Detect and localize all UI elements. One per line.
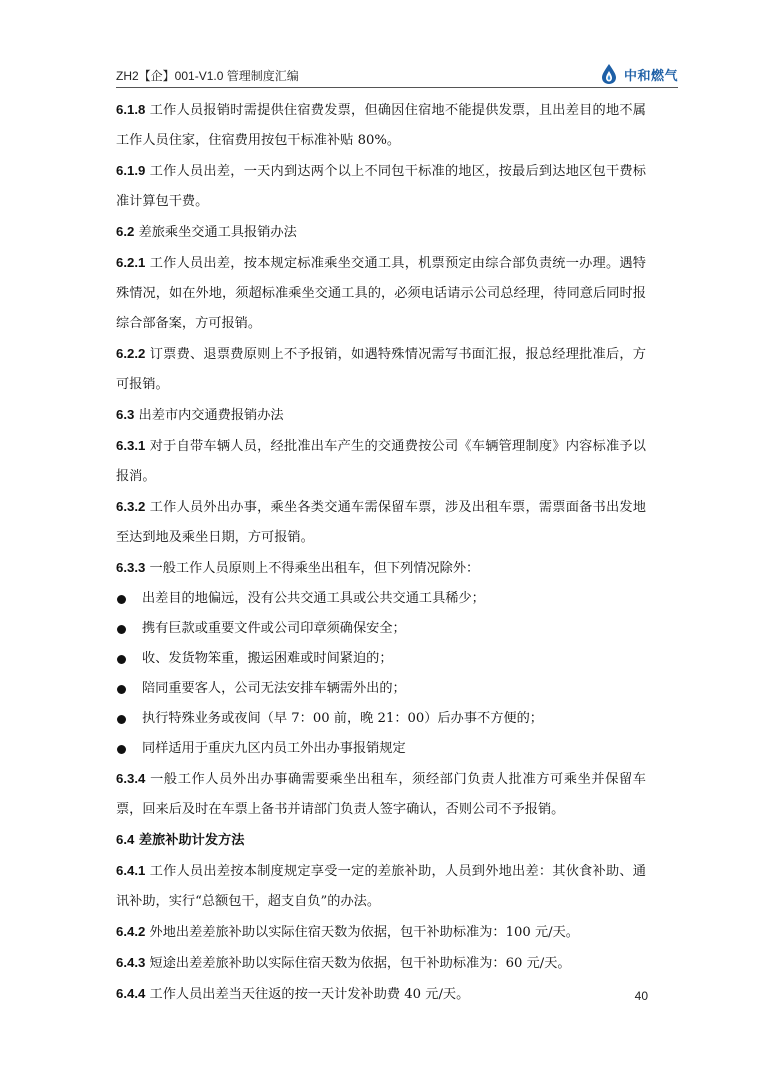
logo-text: 中和燃气 bbox=[623, 68, 678, 84]
header-title: ZH2【企】001-V1.0 管理制度汇编 bbox=[116, 69, 299, 83]
list-item bbox=[116, 674, 646, 704]
section-heading-6-4 bbox=[116, 825, 646, 856]
paragraph-6-1-8 bbox=[116, 95, 646, 156]
paragraph-text: 一般工作人员原则上不得乘坐出租车，但下列情况除外： bbox=[145, 561, 480, 576]
list-item bbox=[116, 734, 646, 764]
section-number: 6.1.9 bbox=[116, 163, 146, 178]
paragraph-text: 工作人员外出办事，乘坐各类交通车需保留车票，涉及出租车票，需票面备书出发地至达到地及乘坐日期，方可报销。 bbox=[116, 500, 646, 545]
section-heading-text: 差旅补助计发方法 bbox=[134, 833, 245, 848]
list-item-text: 陪同重要客人，公司无法安排车辆需外出的； bbox=[142, 681, 406, 696]
paragraph-6-2-1 bbox=[116, 248, 646, 339]
page-header bbox=[116, 58, 678, 88]
section-number: 6.1.8 bbox=[116, 102, 146, 117]
bullet-icon bbox=[117, 595, 126, 604]
section-number: 6.4.2 bbox=[116, 924, 146, 939]
section-number: 6.4.1 bbox=[116, 863, 146, 878]
paragraph-text: 外地出差差旅补助以实际住宿天数为依据，包干补助标准为：100 元/天。 bbox=[145, 925, 579, 940]
paragraph-text: 一般工作人员外出办事确需要乘坐出租车，须经部门负责人批准方可乘坐并保留车票，回来后及时在车票上备书并请部门负责人签字确认，否则公司不予报销。 bbox=[116, 772, 646, 817]
section-number: 6.4.3 bbox=[116, 955, 146, 970]
section-heading-text: 差旅乘坐交通工具报销办法 bbox=[134, 225, 297, 240]
section-number: 6.3.2 bbox=[116, 499, 146, 514]
bullet-icon bbox=[117, 655, 126, 664]
paragraph-6-4-2 bbox=[116, 917, 646, 948]
bullet-icon bbox=[117, 745, 126, 754]
paragraph-6-4-1 bbox=[116, 856, 646, 917]
section-number: 6.3.1 bbox=[116, 438, 146, 453]
list-item bbox=[116, 614, 646, 644]
list-item-text: 收、发货物笨重，搬运困难或时间紧迫的； bbox=[142, 651, 393, 666]
list-item-text: 携有巨款或重要文件或公司印章须确保安全； bbox=[142, 621, 406, 636]
flame-drop-icon bbox=[598, 63, 620, 85]
list-item-text: 同样适用于重庆九区内员工外出办事报销规定 bbox=[142, 741, 406, 756]
section-number: 6.2.1 bbox=[116, 255, 146, 270]
header-divider bbox=[116, 87, 678, 88]
bullet-icon bbox=[117, 685, 126, 694]
list-item bbox=[116, 704, 646, 734]
paragraph-6-3-1 bbox=[116, 431, 646, 492]
paragraph-text: 对于自带车辆人员，经批准出车产生的交通费按公司《车辆管理制度》内容标准予以报消。 bbox=[116, 439, 646, 484]
paragraph-6-1-9 bbox=[116, 156, 646, 217]
section-heading-6-3 bbox=[116, 400, 646, 431]
list-item-text: 出差目的地偏远，没有公共交通工具或公共交通工具稀少； bbox=[142, 591, 485, 606]
paragraph-text: 工作人员出差按本制度规定享受一定的差旅补助，人员到外地出差：其伙食补助、通讯补助，实行“总额包干，超支自负”的办法。 bbox=[116, 864, 646, 909]
list-item bbox=[116, 584, 646, 614]
section-number: 6.4.4 bbox=[116, 986, 146, 1001]
paragraph-text: 工作人员出差，一天内到达两个以上不同包干标准的地区，按最后到达地区包干费标准计算包干费。 bbox=[116, 164, 646, 209]
company-logo bbox=[598, 62, 678, 86]
paragraph-text: 短途出差差旅补助以实际住宿天数为依据，包干补助标准为：60 元/天。 bbox=[145, 956, 571, 971]
paragraph-6-3-3 bbox=[116, 553, 646, 584]
section-heading-6-2 bbox=[116, 217, 646, 248]
page-number: 40 bbox=[634, 989, 648, 1003]
section-number: 6.3.4 bbox=[116, 771, 146, 786]
paragraph-6-2-2 bbox=[116, 339, 646, 400]
bullet-icon bbox=[117, 625, 126, 634]
paragraph-6-4-3 bbox=[116, 948, 646, 979]
paragraph-text: 订票费、退票费原则上不予报销，如遇特殊情况需写书面汇报，报总经理批准后，方可报销。 bbox=[116, 347, 646, 392]
paragraph-6-3-4 bbox=[116, 764, 646, 825]
section-number: 6.4 bbox=[116, 832, 135, 847]
bullet-icon bbox=[117, 715, 126, 724]
paragraph-text: 工作人员报销时需提供住宿费发票，但确因住宿地不能提供发票，且出差目的地不属工作人员住家，住宿费用按包干标准补贴 80%。 bbox=[116, 103, 646, 148]
section-number: 6.2 bbox=[116, 224, 135, 239]
document-body bbox=[116, 95, 646, 1010]
section-number: 6.3.3 bbox=[116, 560, 146, 575]
list-item bbox=[116, 644, 646, 674]
paragraph-text: 工作人员出差，按本规定标准乘坐交通工具，机票预定由综合部负责统一办理。遇特殊情况，如在外地，须超标准乘坐交通工具的，必须电话请示公司总经理，待同意后同时报综合部备案，方可报销。 bbox=[116, 256, 646, 331]
section-number: 6.2.2 bbox=[116, 346, 146, 361]
list-item-text: 执行特殊业务或夜间（早 7：00 前，晚 21：00）后办事不方便的； bbox=[142, 711, 543, 726]
paragraph-6-4-4 bbox=[116, 979, 646, 1010]
section-number: 6.3 bbox=[116, 407, 135, 422]
paragraph-6-3-2 bbox=[116, 492, 646, 553]
paragraph-text: 工作人员出差当天往返的按一天计发补助费 40 元/天。 bbox=[145, 987, 470, 1002]
section-heading-text: 出差市内交通费报销办法 bbox=[134, 408, 284, 423]
